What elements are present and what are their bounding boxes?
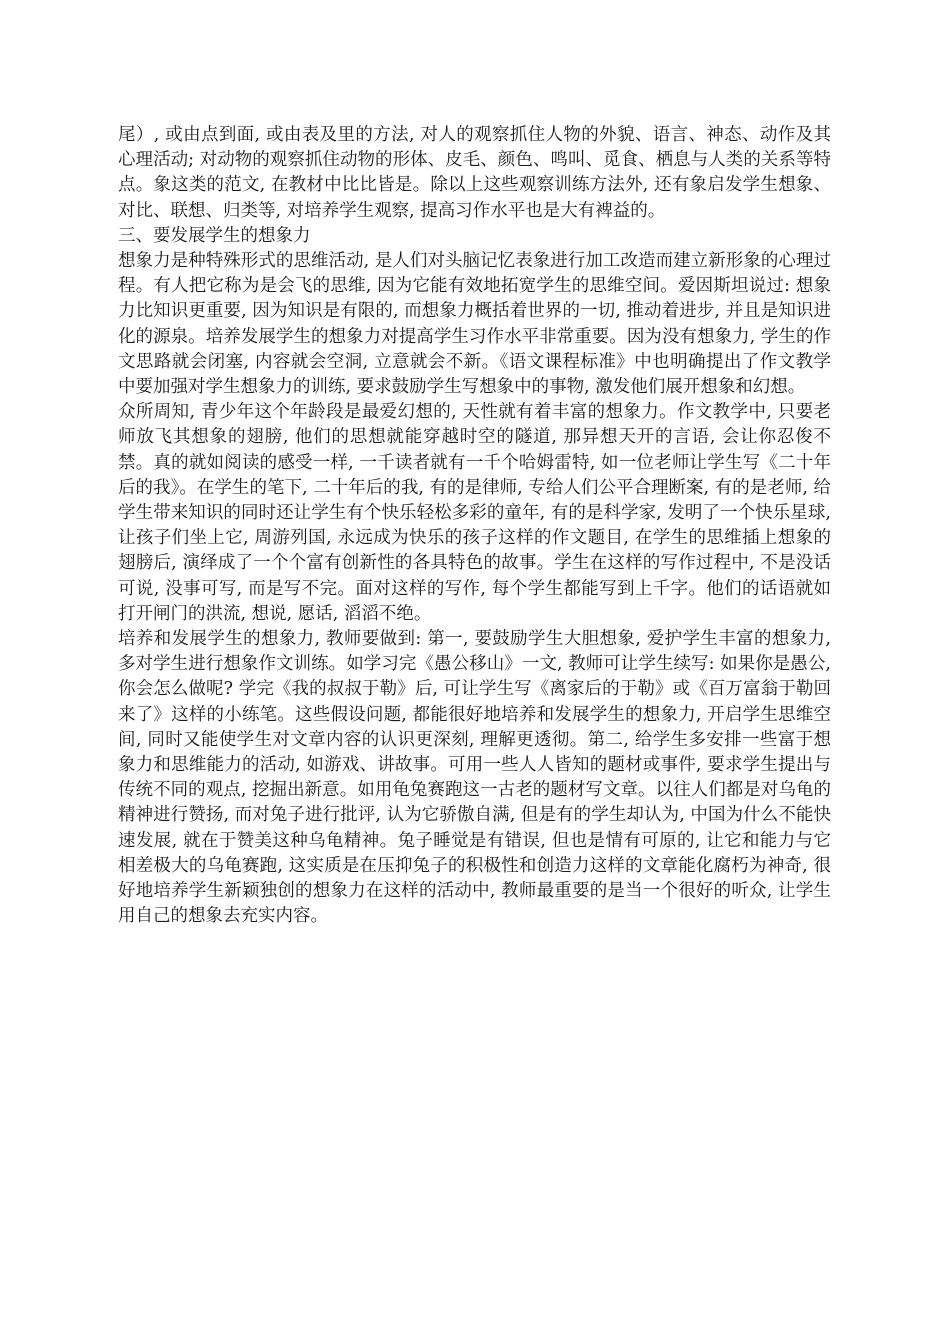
paragraph-youth-imagination: 众所周知, 青少年这个年龄段是最爱幻想的, 天性就有着丰富的想象力。作文教学中, 只要老师放飞其想象的翅膀, 他们的思想就能穿越时空的隧道, 那异想天开的言语, 会让你忍俊不禁。真的就如阅读的感受一样, 一千读者就有一千个哈姆雷特, 如一位老师让学生写《二十年后的我》。在学生的笔下, 二十年后的我, 有的是律师, 专给人们公平合理断案, 有的是老师, 给学生带来知识的同时还让学生有个快乐轻松多彩的童年, 有的是科学家, 发明了一个快乐星球, 让孩子们坐上它, 周游列国, 永远成为快乐的孩子这样的作文题目, 在学生的思维插上想象的翅膀后, 演绎成了一个个富有创新性的各具特色的故事。学生在这样的写作过程中, 不是没话可说, 没事可写, 而是写不完。面对这样的写作, 每个学生都能写到上千字。他们的话语就如打开闸门的洪流, 想说, 愿话, 滔滔不绝。 — [118, 402, 831, 624]
document-body — [118, 123, 831, 930]
paragraph-observation-methods: 尾）, 或由点到面, 或由表及里的方法, 对人的观察抓住人物的外貌、语言、神态、动作及其心理活动; 对动物的观察抓住动物的形体、皮毛、颜色、鸣叫、觅食、栖息与人类的关系等特点。象这类的范文, 在教材中比比皆是。除以上这些观察训练方法外, 还有象启发学生想象、对比、联想、归类等, 对培养学生观察, 提高习作水平也是大有裨益的。 — [118, 125, 831, 221]
paragraph-imagination-definition: 想象力是种特殊形式的思维活动, 是人们对头脑记忆表象进行加工改造而建立新形象的心理过程。有人把它称为是会飞的思维, 因为它能有效地拓宽学生的思维空间。爱因斯坦说过: 想象力比知识更重要, 因为知识是有限的, 而想象力概括着世界的一切, 推动着进步, 并且是知识进化的源泉。培养发展学生的想象力对提高学生习作水平非常重要。因为没有想象力, 学生的作文思路就会闭塞, 内容就会空洞, 立意就会不新。《语文课程标准》中也明确提出了作文教学中要加强对学生想象力的训练, 要求鼓励学生写想象中的事物, 激发他们展开想象和幻想。 — [118, 251, 831, 398]
paragraph-teacher-methods: 培养和发展学生的想象力, 教师要做到: 第一, 要鼓励学生大胆想象, 爱护学生丰富的想象力, 多对学生进行想象作文训练。如学习完《愚公移山》一文, 教师可让学生续写: 如果你是愚公, 你会怎么做呢? 学完《我的叔叔于勒》后, 可让学生写《离家后的于勒》或《百万富翁于勒回来了》这样的小练笔。这些假设问题, 都能很好地培养和发展学生的想象力, 开启学生思维空间, 同时又能使学生对文章内容的认识更深刻, 理解更透彻。第二, 给学生多安排一些富于想象力和思维能力的活动, 如游戏、讲故事。可用一些人人皆知的题材或事件, 要求学生提出与传统不同的观点, 挖掘出新意。如用龟兔赛跑这一古老的题材写文章。以往人们都是对乌龟的精神进行赞扬, 而对兔子进行批评, 认为它骄傲自满, 但是有的学生却认为, 中国为什么不能快速发展, 就在于赞美这种乌龟精神。兔子睡觉是有错误, 但也是情有可原的, 让它和能力与它相差极大的乌龟赛跑, 这实质是在压抑兔子的积极性和创造力这样的文章能化腐朽为神奇, 很好地培养学生新颖独创的想象力在这样的活动中, 教师最重要的是当一个很好的听众, 让学生用自己的想象去充实内容。 — [118, 629, 831, 927]
section-heading-imagination: 三、要发展学生的想象力 — [118, 225, 311, 246]
